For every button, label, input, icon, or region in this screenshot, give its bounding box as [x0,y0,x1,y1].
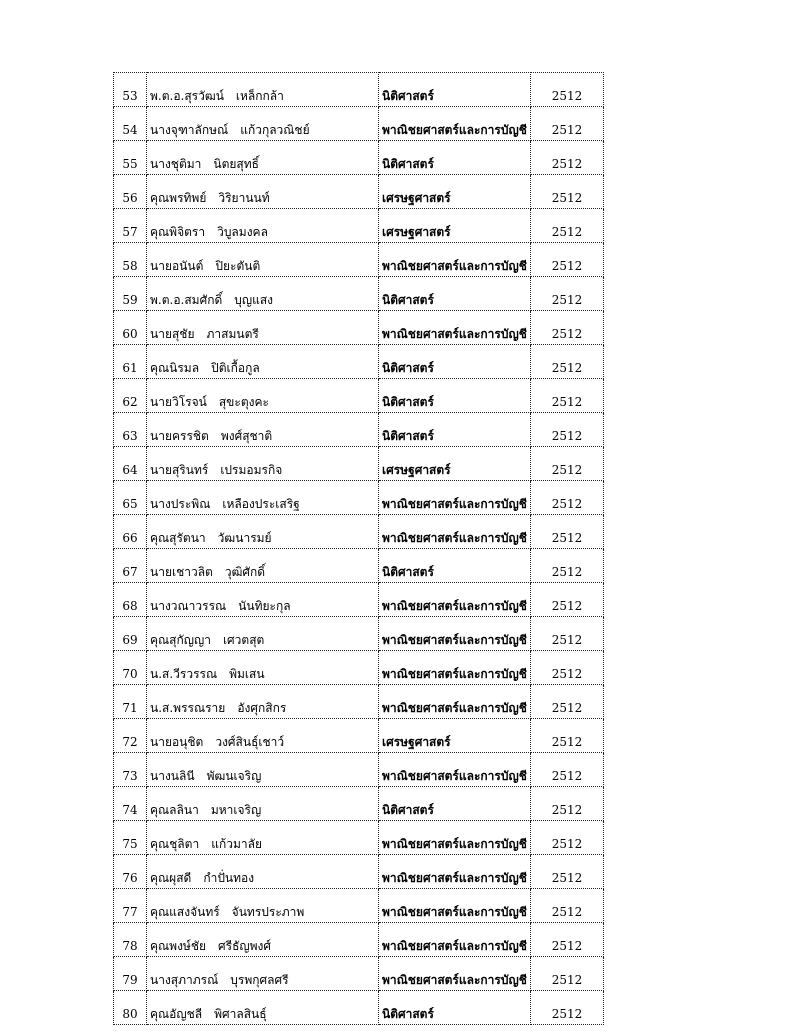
faculty: เศรษฐศาสตร์ [379,447,531,481]
faculty: พาณิชยศาสตร์และการบัญชี [379,923,531,957]
faculty: เศรษฐศาสตร์ [379,209,531,243]
member-first-name: นางประพิณ [150,497,211,511]
member-first-name: นายวิโรจน์ [150,395,207,409]
member-last-name: ภาสมนตรี [206,327,259,341]
member-first-name: นางนลินี [150,769,195,783]
table-row [114,787,604,821]
table-row [114,107,604,141]
table-row [114,719,604,753]
table-row [114,651,604,685]
member-name [147,583,379,617]
faculty: นิติศาสตร์ [379,141,531,175]
faculty: พาณิชยศาสตร์และการบัญชี [379,651,531,685]
member-first-name: คุณลลินา [150,803,199,817]
table-row [114,957,604,991]
member-first-name: นายเชาวลิต [150,565,213,579]
year: 2512 [531,685,604,719]
year: 2512 [531,821,604,855]
row-number: 58 [114,243,147,277]
member-name [147,481,379,515]
member-last-name: บุญแสง [234,293,274,307]
member-name [147,549,379,583]
member-last-name: สุขะตุงคะ [218,395,269,409]
member-last-name: เหล็กกล้า [235,89,284,103]
row-number: 53 [114,73,147,107]
faculty: พาณิชยศาสตร์และการบัญชี [379,753,531,787]
row-number: 67 [114,549,147,583]
member-name [147,787,379,821]
table-row [114,379,604,413]
year: 2512 [531,447,604,481]
row-number: 69 [114,617,147,651]
member-last-name: วิริยานนท์ [218,191,270,205]
row-number: 62 [114,379,147,413]
row-number: 59 [114,277,147,311]
member-name [147,855,379,889]
member-name [147,379,379,413]
member-last-name: วุฒิศักดิ์ [224,565,266,579]
table-row [114,685,604,719]
faculty: นิติศาสตร์ [379,379,531,413]
row-number: 76 [114,855,147,889]
row-number: 57 [114,209,147,243]
member-last-name: แก้วมาลัย [211,837,262,851]
faculty: นิติศาสตร์ [379,413,531,447]
table-row [114,73,604,107]
member-last-name: วัฒนารมย์ [217,531,272,545]
table-row [114,821,604,855]
year: 2512 [531,617,604,651]
member-last-name: นันทิยะกุล [238,599,291,613]
year: 2512 [531,243,604,277]
faculty: พาณิชยศาสตร์และการบัญชี [379,617,531,651]
member-first-name: คุณผุสดี [150,871,192,885]
table-row [114,209,604,243]
faculty: พาณิชยศาสตร์และการบัญชี [379,957,531,991]
row-number: 73 [114,753,147,787]
member-name [147,515,379,549]
row-number: 63 [114,413,147,447]
faculty: นิติศาสตร์ [379,73,531,107]
year: 2512 [531,379,604,413]
table-row [114,175,604,209]
member-name [147,277,379,311]
member-name [147,991,379,1025]
year: 2512 [531,889,604,923]
member-last-name: เหลืองประเสริฐ [222,497,300,511]
row-number: 75 [114,821,147,855]
year: 2512 [531,515,604,549]
member-first-name: คุณพรทิพย์ [150,191,207,205]
row-number: 66 [114,515,147,549]
table-row [114,549,604,583]
year: 2512 [531,957,604,991]
member-name [147,719,379,753]
faculty: พาณิชยศาสตร์และการบัญชี [379,821,531,855]
table-row [114,583,604,617]
member-first-name: คุณชุลิตา [150,837,200,851]
member-last-name: พิศาลสินธุ์ [214,1007,267,1021]
faculty: พาณิชยศาสตร์และการบัญชี [379,583,531,617]
year: 2512 [531,787,604,821]
member-first-name: นายอนุชิต [150,735,204,749]
member-last-name: พงศ์สุชาติ [220,429,273,443]
member-first-name: คุณอัญชลี [150,1007,203,1021]
member-last-name: พิมเสน [229,667,265,681]
year: 2512 [531,753,604,787]
year: 2512 [531,413,604,447]
year: 2512 [531,719,604,753]
member-first-name: นางชุติมา [150,157,202,171]
row-number: 79 [114,957,147,991]
table-row [114,141,604,175]
member-last-name: เศวตสุต [222,633,265,647]
member-name [147,957,379,991]
member-name [147,889,379,923]
faculty: นิติศาสตร์ [379,549,531,583]
table-row [114,345,604,379]
member-name [147,447,379,481]
row-number: 70 [114,651,147,685]
member-first-name: พ.ต.อ.สมศักดิ์ [150,293,223,307]
year: 2512 [531,277,604,311]
year: 2512 [531,141,604,175]
faculty: พาณิชยศาสตร์และการบัญชี [379,243,531,277]
table-row [114,447,604,481]
roster-body [114,73,604,1025]
member-first-name: นางจุฑาลักษณ์ [150,123,229,137]
member-name [147,923,379,957]
member-last-name: ปิติเกื้อกูล [211,361,260,375]
row-number: 56 [114,175,147,209]
faculty: เศรษฐศาสตร์ [379,175,531,209]
year: 2512 [531,855,604,889]
member-first-name: คุณนิรมล [150,361,200,375]
year: 2512 [531,923,604,957]
member-first-name: คุณสุกัญญา [150,633,211,647]
member-name [147,617,379,651]
member-name [147,73,379,107]
year: 2512 [531,73,604,107]
row-number: 78 [114,923,147,957]
table-row [114,243,604,277]
row-number: 68 [114,583,147,617]
row-number: 72 [114,719,147,753]
year: 2512 [531,345,604,379]
faculty: พาณิชยศาสตร์และการบัญชี [379,889,531,923]
member-first-name: นายอนันต์ [150,259,204,273]
year: 2512 [531,991,604,1025]
row-number: 74 [114,787,147,821]
member-first-name: นายสุชัย [150,327,195,341]
row-number: 71 [114,685,147,719]
member-first-name: นายครรชิต [150,429,209,443]
faculty: นิติศาสตร์ [379,991,531,1025]
faculty: พาณิชยศาสตร์และการบัญชี [379,311,531,345]
year: 2512 [531,209,604,243]
member-last-name: อังศุกสิกร [237,701,287,715]
year: 2512 [531,549,604,583]
year: 2512 [531,583,604,617]
member-last-name: เปรมอมรกิจ [220,463,283,477]
member-name [147,141,379,175]
table-row [114,923,604,957]
faculty: พาณิชยศาสตร์และการบัญชี [379,685,531,719]
member-first-name: นางวณาวรรณ [150,599,227,613]
member-first-name: คุณสุรัตนา [150,531,206,545]
row-number: 61 [114,345,147,379]
member-first-name: น.ส.พรรณราย [150,701,226,715]
table-row [114,855,604,889]
table-row [114,311,604,345]
row-number: 54 [114,107,147,141]
member-name [147,243,379,277]
member-last-name: พัฒนเจริญ [206,769,262,783]
year: 2512 [531,651,604,685]
member-last-name: กำปั่นทอง [203,871,255,885]
row-number: 60 [114,311,147,345]
member-last-name: นิตยสุทธิ์ [213,157,259,171]
row-number: 55 [114,141,147,175]
member-last-name: จันทรประภาพ [231,905,305,919]
faculty: นิติศาสตร์ [379,787,531,821]
table-row [114,753,604,787]
member-name [147,651,379,685]
member-name [147,311,379,345]
row-number: 64 [114,447,147,481]
member-first-name: พ.ต.อ.สุรวัฒน์ [150,89,224,103]
row-number: 77 [114,889,147,923]
year: 2512 [531,175,604,209]
roster-table [113,72,604,1025]
member-last-name: มหาเจริญ [210,803,262,817]
faculty: นิติศาสตร์ [379,345,531,379]
year: 2512 [531,311,604,345]
member-last-name: วงศ์สินธุ์เชาว์ [215,735,285,749]
member-name [147,209,379,243]
row-number: 80 [114,991,147,1025]
member-name [147,345,379,379]
member-first-name: นางสุภาภรณ์ [150,973,219,987]
member-last-name: วิบูลมงคล [217,225,268,239]
member-name [147,175,379,209]
table-row [114,413,604,447]
member-first-name: คุณพงษ์ชัย [150,939,207,953]
faculty: พาณิชยศาสตร์และการบัญชี [379,107,531,141]
year: 2512 [531,481,604,515]
member-name [147,107,379,141]
row-number: 65 [114,481,147,515]
member-name [147,753,379,787]
member-last-name: บุรพกุศลศรี [230,973,289,987]
year: 2512 [531,107,604,141]
member-last-name: ปิยะตันติ [215,259,261,273]
member-first-name: คุณแสงจันทร์ [150,905,220,919]
table-row [114,889,604,923]
table-row [114,991,604,1025]
member-last-name: แก้วกุลวณิชย์ [240,123,310,137]
member-name [147,821,379,855]
table-row [114,617,604,651]
faculty: พาณิชยศาสตร์และการบัญชี [379,481,531,515]
table-row [114,481,604,515]
member-name [147,685,379,719]
faculty: นิติศาสตร์ [379,277,531,311]
faculty: พาณิชยศาสตร์และการบัญชี [379,855,531,889]
faculty: เศรษฐศาสตร์ [379,719,531,753]
member-first-name: นายสุรินทร์ [150,463,209,477]
table-row [114,515,604,549]
faculty: พาณิชยศาสตร์และการบัญชี [379,515,531,549]
member-name [147,413,379,447]
member-first-name: คุณพิจิตรา [150,225,206,239]
table-row [114,277,604,311]
member-first-name: น.ส.วีรวรรณ [150,667,218,681]
member-last-name: ศรีธัญพงศ์ [218,939,272,953]
